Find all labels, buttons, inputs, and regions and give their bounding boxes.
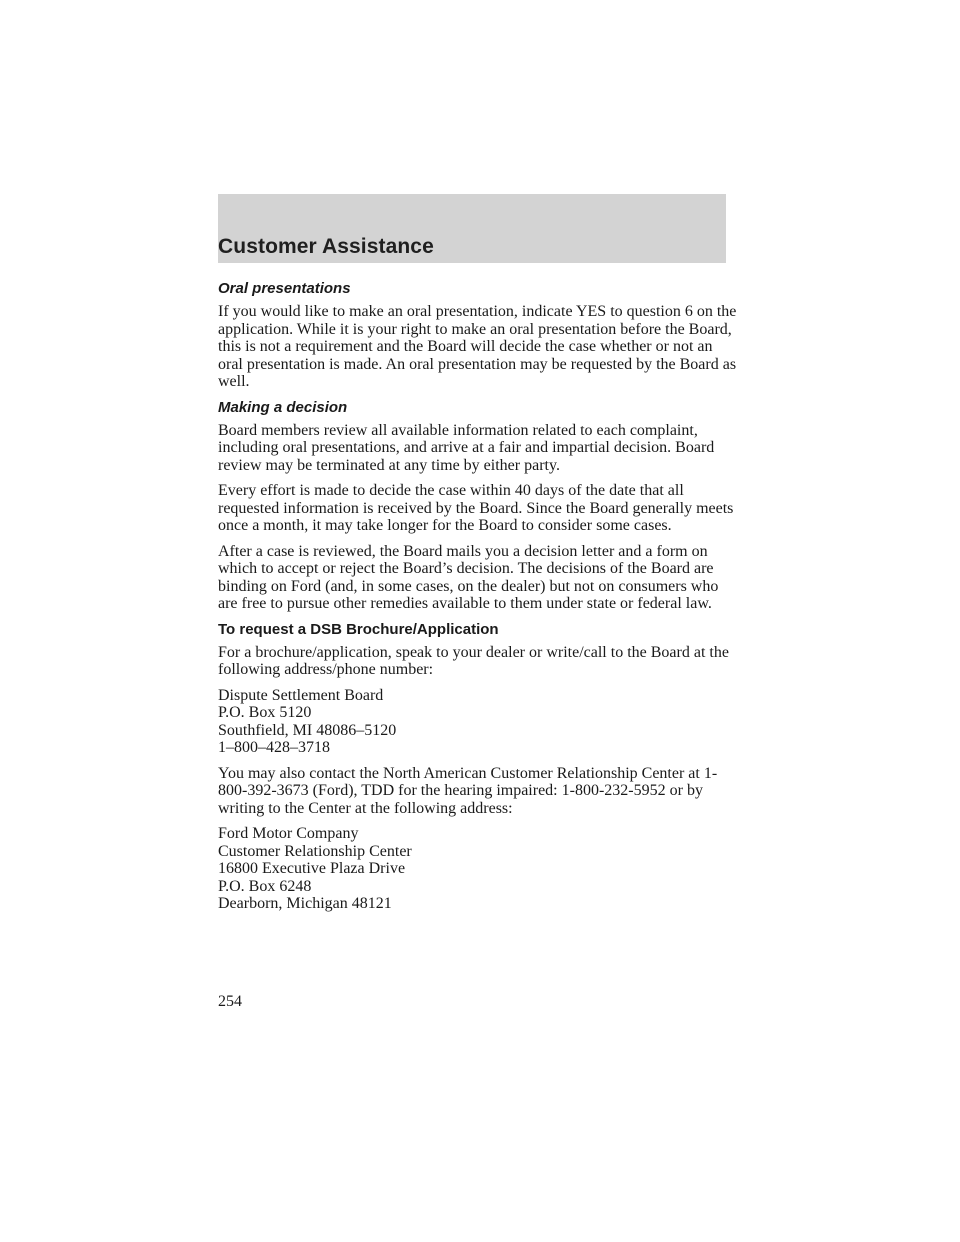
address-line: Ford Motor Company xyxy=(218,825,359,842)
address-ford xyxy=(218,825,738,913)
phone-number: 1–800–428–3718 xyxy=(218,739,330,756)
address-dsb xyxy=(218,687,738,757)
paragraph-request-2: You may also contact the North American Customer Relationship Center at 1-800-392-3673 (Ford), TDD for the hearing impaired: 1-800-232-5952 or by writing to the Center at the following address: xyxy=(218,764,718,817)
page-title: Customer Assistance xyxy=(218,235,434,258)
heading-oral-presentations: Oral presentations xyxy=(218,280,351,297)
paragraph-request-1: For a brochure/application, speak to your dealer or write/call to the Board at the following address/phone number: xyxy=(218,643,729,678)
paragraph-decision-3: After a case is reviewed, the Board mails you a decision letter and a form on which to accept or reject the Board’s decision. The decisions of the Board are binding on Ford (and, in some cases, on the dealer) but not on consumers who are free to pursue other remedies available to them under state or federal law. xyxy=(218,542,719,612)
heading-making-decision: Making a decision xyxy=(218,398,348,416)
heading-request-brochure: To request a DSB Brochure/Application xyxy=(218,620,499,638)
address-line: P.O. Box 5120 xyxy=(218,704,312,721)
paragraph-decision-2: Every effort is made to decide the case within 40 days of the date that all requested information is received by the Board. Since the Board generally meets once a month, it may take longer for the Board to consider some cases. xyxy=(218,482,734,534)
address-line: Southfield, MI 48086–5120 xyxy=(218,721,397,739)
address-line: Dispute Settlement Board xyxy=(218,686,384,704)
address-line: 16800 Executive Plaza Drive xyxy=(218,860,406,877)
address-line: P.O. Box 6248 xyxy=(218,877,312,895)
address-line: Dearborn, Michigan 48121 xyxy=(218,895,392,912)
paragraph-decision-1: Board members review all available information related to each complaint, including oral presentations, and arrive at a fair and impartial decision. Board review may be terminated at any time by either party. xyxy=(218,421,715,474)
main-content xyxy=(218,280,738,921)
page-number: 254 xyxy=(218,993,242,1010)
paragraph-oral: If you would like to make an oral presentation, indicate YES to question 6 on the application. While it is your right to make an oral presentation before the Board, this is not a requirement and the Board will decide the case whether or not an oral presentation is made. An oral presentation may be requested by the Board as well. xyxy=(218,303,737,390)
address-line: Customer Relationship Center xyxy=(218,842,412,860)
